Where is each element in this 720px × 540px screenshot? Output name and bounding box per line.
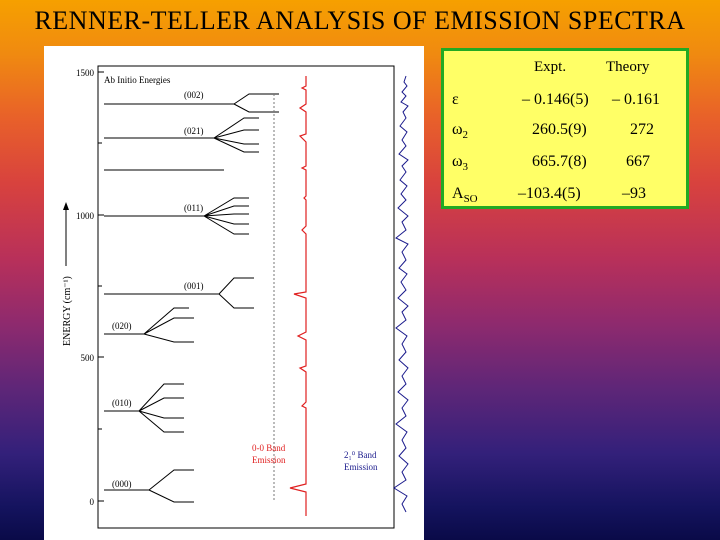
ytick-0: 0 xyxy=(89,497,94,507)
row-omega3-symbol: $\omega_3$ xyxy=(452,153,469,174)
y-axis-label: ENERGY (cm⁻¹) xyxy=(62,276,73,346)
row-omega2-symbol: $\omega_2$ xyxy=(452,121,469,142)
level-021: (021) xyxy=(184,126,204,136)
arrow-up-icon xyxy=(63,202,69,210)
row-epsilon-expt: – 0.146(5) xyxy=(522,91,589,108)
blue-label-line1: 2₁⁰ Band xyxy=(344,450,377,460)
ytick-500: 500 xyxy=(80,353,94,363)
level-000: (000) xyxy=(112,479,132,489)
blue-spectrum xyxy=(394,76,408,512)
row-aso-expt: –103.4(5) xyxy=(518,185,581,202)
level-011: (011) xyxy=(184,203,204,213)
row-omega2-theory: 272 xyxy=(630,121,654,138)
energy-diagram-figure xyxy=(44,46,424,540)
ytick-1500: 1500 xyxy=(76,68,94,78)
row-aso-symbol: $A_{SO}$ xyxy=(452,185,478,206)
inset-title: Ab Initio Energies xyxy=(104,75,171,85)
red-spectrum xyxy=(290,76,306,516)
ytick-1000: 1000 xyxy=(76,211,94,221)
level-001: (001) xyxy=(184,281,204,291)
level-020: (020) xyxy=(112,321,132,331)
red-label-line2: Emission xyxy=(252,455,286,465)
blue-label-line2: Emission xyxy=(344,462,378,472)
row-epsilon-symbol: ε xyxy=(452,91,459,108)
row-aso-theory: –93 xyxy=(622,185,646,202)
energy-level-lines xyxy=(104,94,279,502)
level-002: (002) xyxy=(184,90,204,100)
row-omega3-theory: 667 xyxy=(626,153,650,170)
row-epsilon-theory: – 0.161 xyxy=(612,91,660,108)
row-omega2-expt: 260.5(9) xyxy=(532,121,587,138)
red-label-line1: 0-0 Band xyxy=(252,443,286,453)
header-theory: Theory xyxy=(606,59,650,75)
level-010: (010) xyxy=(112,398,132,408)
header-expt: Expt. xyxy=(534,59,567,75)
parameter-table xyxy=(441,48,689,209)
row-omega3-expt: 665.7(8) xyxy=(532,153,587,170)
slide-title: RENNER-TELLER ANALYSIS OF EMISSION SPECTRA xyxy=(34,6,686,35)
